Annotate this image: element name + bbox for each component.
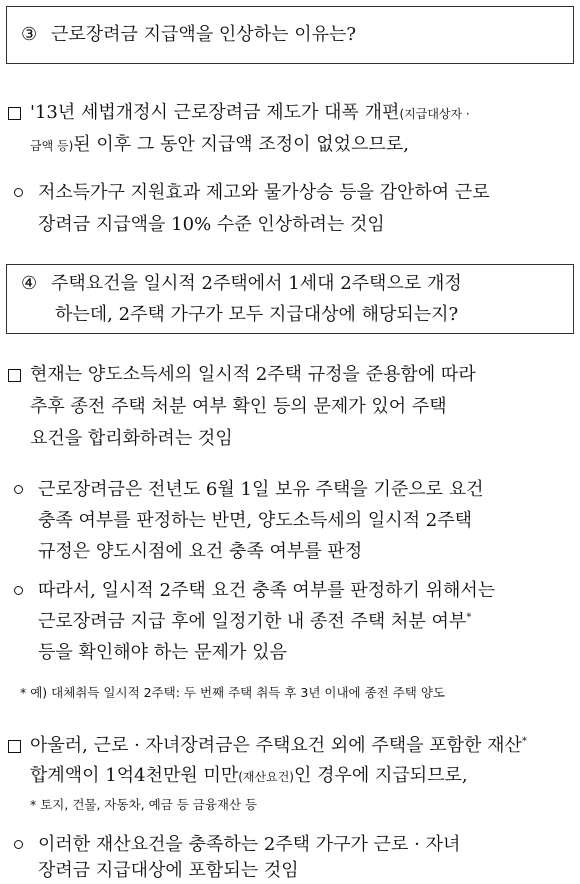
answer-4-sub3-line-1: 이러한 재산요건을 충족하는 2주택 가구가 근로 · 자녀 <box>38 834 461 855</box>
answer-3-line-1 <box>30 100 470 127</box>
question-4-number: ④ <box>21 273 38 294</box>
answer-4-main2-line-2-text: 합계액이 1억4천만원 미만 <box>30 765 239 786</box>
footnote-2: * 토지, 건물, 자동차, 예금 등 금융재산 등 <box>30 797 258 812</box>
answer-3-line-2 <box>30 132 409 159</box>
answer-4-line-1: 현재는 양도소득세의 일시적 2주택 규정을 준용함에 따라 <box>30 364 476 385</box>
footnote-1: * 예) 대체취득 일시적 2주택: 두 번째 주택 취득 후 3년 이내에 종전 주택 양도 <box>20 685 445 700</box>
answer-3-line-1-text: '13년 세법개정시 근로장려금 제도가 대폭 개편 <box>30 102 400 123</box>
question-4-line-1: 주택요건을 일시적 2주택에서 1세대 2주택으로 개정 <box>51 273 462 294</box>
answer-4-line-2: 추후 종전 주택 처분 여부 확인 등의 문제가 있어 주택 <box>30 396 447 417</box>
answer-4-main2-line-1-text: 아울러, 근로 · 자녀장려금은 주택요건 외에 주택을 포함한 재산 <box>30 735 522 756</box>
square-bullet-icon <box>8 107 21 120</box>
question-3-text: 근로장려금 지급액을 인상하는 이유는? <box>51 24 357 45</box>
square-bullet-icon <box>8 369 21 382</box>
answer-3-line-2-paren: 금액 등) <box>30 139 74 153</box>
answer-4-sub2-line-2 <box>38 609 471 635</box>
answer-3-line-2-text: 된 이후 그 동안 지급액 조정이 없었으므로, <box>73 134 409 155</box>
answer-4-sub1-line-2: 충족 여부를 판정하는 반면, 양도소득세의 일시적 2주택 <box>38 510 473 531</box>
answer-4-sub2-line-3: 등을 확인해야 하는 문제가 있음 <box>38 642 287 663</box>
answer-4-main2-line-2-paren: (재산요건) <box>238 770 294 784</box>
footnote-mark: * <box>521 736 527 747</box>
answer-4-sub2-line-1: 따라서, 일시적 2주택 요건 충족 여부를 판정하기 위해서는 <box>38 580 496 601</box>
circle-bullet-icon <box>14 840 23 849</box>
answer-3-line-1-paren: (지급대상자 · <box>399 107 470 121</box>
question-3-number: ③ <box>21 24 38 45</box>
circle-bullet-icon <box>14 485 23 494</box>
answer-4-sub1-line-1: 근로장려금은 전년도 6월 1일 보유 주택을 기준으로 요건 <box>38 479 484 500</box>
square-bullet-icon <box>8 740 21 753</box>
answer-4-main2-line-1 <box>30 733 527 759</box>
answer-3-sub-line-1: 저소득가구 지원효과 제고와 물가상승 등을 감안하여 근로 <box>38 182 490 203</box>
answer-3-sub-line-2: 장려금 지급액을 10% 수준 인상하려는 것임 <box>38 214 385 235</box>
answer-4-sub1-line-3: 규정은 양도시점에 요건 충족 여부를 판정 <box>38 541 363 562</box>
answer-4-sub2-line-2-text: 근로장려금 지급 후에 일정기한 내 종전 주택 처분 여부 <box>38 611 467 632</box>
circle-bullet-icon <box>14 586 23 595</box>
answer-4-main2-line-2-tail: 인 경우에 지급되므로, <box>293 765 468 786</box>
question-4-line-2: 하는데, 2주택 가구가 모두 지급대상에 해당되는지? <box>55 304 459 325</box>
question-3-box <box>6 6 574 64</box>
answer-4-sub3-line-2: 장려금 지급대상에 포함되는 것임 <box>38 860 299 881</box>
question-4-box <box>6 264 574 334</box>
answer-4-line-3: 요건을 합리화하려는 것임 <box>30 428 233 449</box>
footnote-mark: * <box>466 612 472 623</box>
answer-4-main2-line-2 <box>30 763 468 790</box>
circle-bullet-icon <box>14 188 23 197</box>
